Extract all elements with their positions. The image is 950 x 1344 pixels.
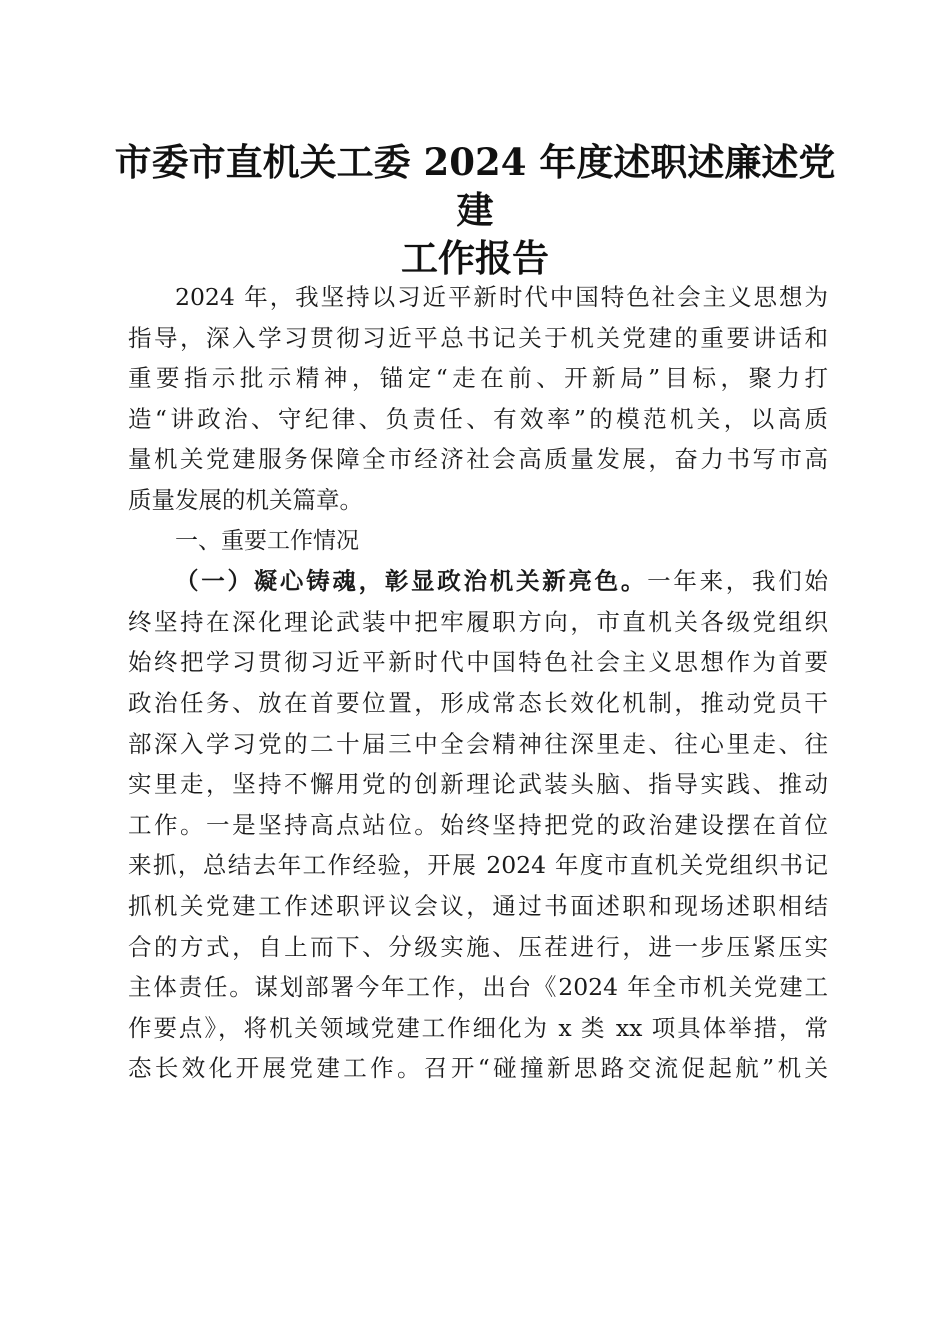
intro-line: 量机关党建服务保障全市经济社会高质量发展，奋力书写市高 [128,445,828,474]
section-heading: 一、重要工作情况 [175,527,359,554]
intro-line: 造“讲政治、守纪律、负责任、有效率”的模范机关，以高质 [128,404,828,433]
intro-line: 质量发展的机关篇章。 [128,485,363,514]
body-line: 始终把学习贯彻习近平新时代中国特色社会主义思想作为首要 [128,648,828,677]
intro-line: 2024 年，我坚持以习近平新时代中国特色社会主义思想为 [175,283,828,311]
subsection-first-rest: 一年来，我们始 [647,567,828,596]
subsection-first-line [128,561,828,602]
title-line-2: 工作报告 [401,236,549,280]
body-line: 部深入学习党的二十届三中全会精神往深里走、往心里走、往 [128,729,828,758]
body-line: 政治任务、放在首要位置，形成常态长效化机制，推动党员干 [128,688,828,717]
subsection-lead: （一）凝心铸魂，彰显政治机关新亮色。 [175,567,648,596]
body-line: 终坚持在深化理论武装中把牢履职方向，市直机关各级党组织 [128,607,828,636]
title-line-1: 市委市直机关工委 2024 年度述职述廉述党建 [114,140,836,232]
intro-line: 指导，深入学习贯彻习近平总书记关于机关党建的重要讲话和 [128,323,828,352]
body-line: 作要点》，将机关领域党建工作细化为 x 类 xx 项具体举措，常 [128,1013,828,1042]
body-line: 实里走，坚持不懈用党的创新理论武装头脑、指导实践、推动 [128,770,828,799]
body-line: 态长效化开展党建工作。召开“碰撞新思路交流促起航”机关 [128,1054,828,1083]
document-title [100,138,850,282]
document-body [128,277,828,1089]
body-line: 主体责任。谋划部署今年工作，出台《2024 年全市机关党建工 [128,973,828,1002]
body-line: 工作。一是坚持高点站位。始终坚持把党的政治建设摆在首位 [128,810,828,839]
body-line: 抓机关党建工作述职评议会议，通过书面述职和现场述职相结 [128,891,828,920]
body-line: 合的方式，自上而下、分级实施、压茬进行，进一步压紧压实 [128,932,828,961]
body-line: 来抓，总结去年工作经验，开展 2024 年度市直机关党组织书记 [128,851,828,880]
intro-line: 重要指示批示精神，锚定“走在前、开新局”目标，聚力打 [128,364,828,393]
